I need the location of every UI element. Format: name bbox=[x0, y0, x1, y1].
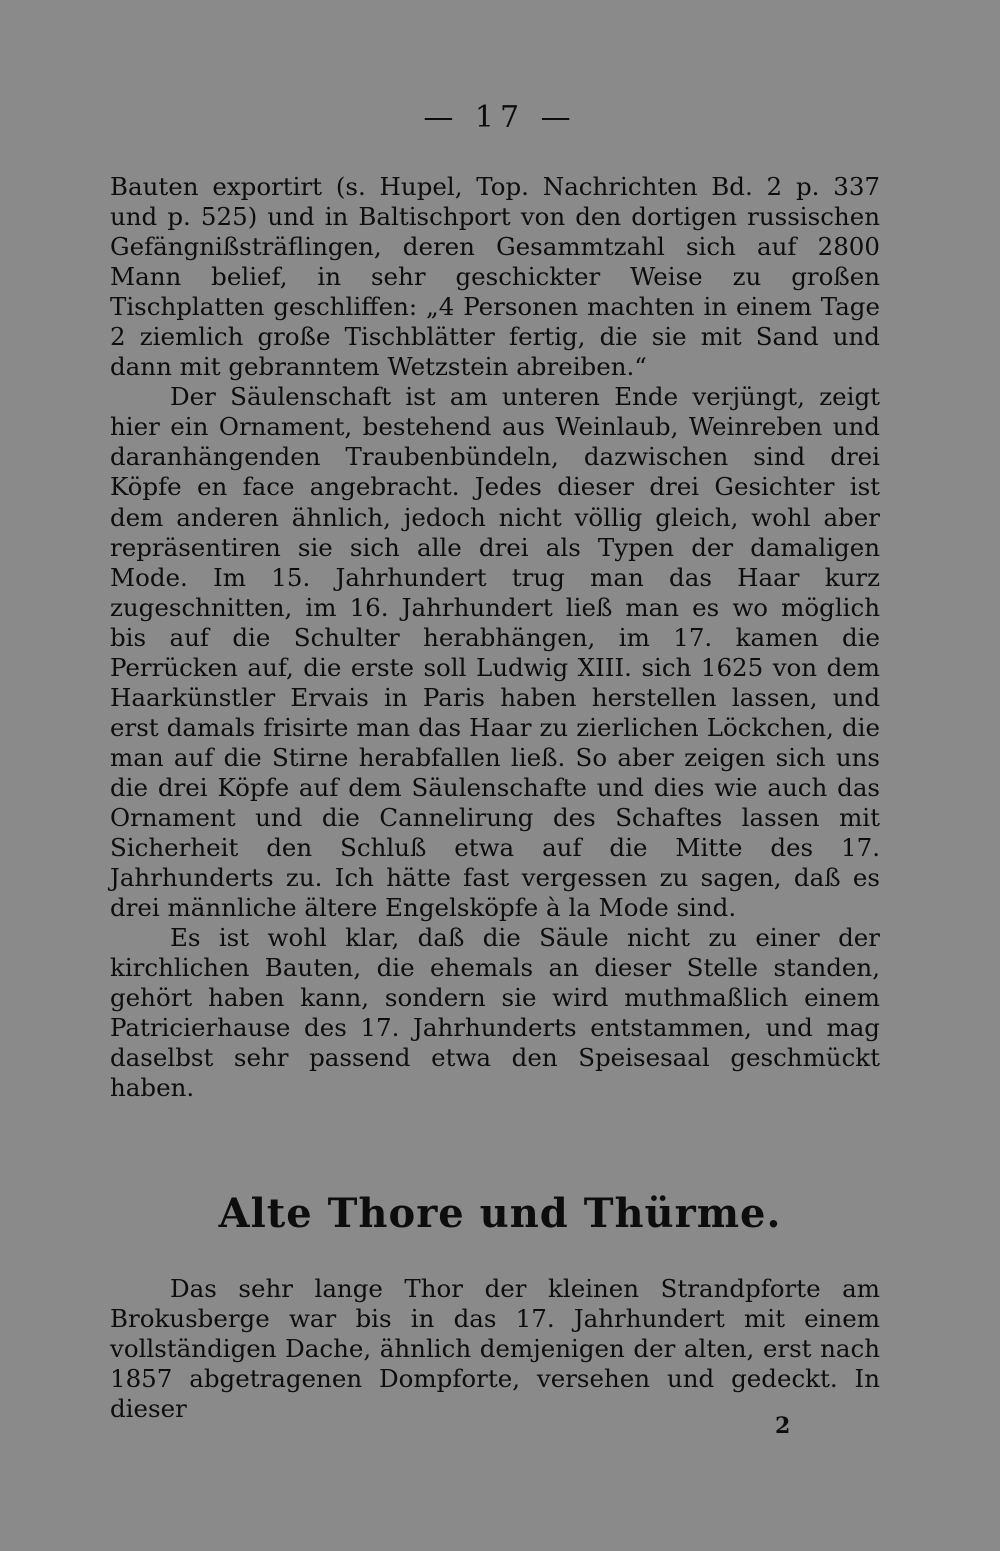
body-text bbox=[110, 172, 880, 1103]
paragraph-column-shaft: Der Säulenschaft ist am unteren Ende verjüngt, zeigt hier ein Ornament, bestehend aus Weinlaub, Weinreben und daranhängenden Traubenbündeln, dazwischen sind drei Köpfe en face angebracht. Jedes dieser drei Gesichter ist dem anderen ähnlich, jedoch nicht völlig gleich, wohl aber repräsentiren sie sich alle drei als Typen der damaligen Mode. Im 15. Jahrhundert trug man das Haar kurz zugeschnitten, im 16. Jahrhundert ließ man es wo möglich bis auf die Schulter herabhängen, im 17. kamen die Perrücken auf, die erste soll Ludwig XIII. sich 1625 von dem Haarkünstler Ervais in Paris haben herstellen lassen, und erst damals frisirte man das Haar zu zierlichen Löckchen, die man auf die Stirne herabfallen ließ. So aber zeigen sich uns die drei Köpfe auf dem Säulenschafte und dies wie auch das Ornament und die Cannelirung des Schaftes lassen mit Sicherheit den Schluß etwa auf die Mitte des 17. Jahrhunderts zu. Ich hätte fast vergessen zu sagen, daß es drei männliche ältere Engelsköpfe à la Mode sind. bbox=[110, 382, 880, 923]
section-title: Alte Thore und Thürme. bbox=[218, 1190, 782, 1237]
signature-mark: 2 bbox=[775, 1413, 791, 1439]
paragraph-gates: Das sehr lange Thor der kleinen Strandpforte am Brokusberge war bis in das 17. Jahrhundert mit einem vollständigen Dache, ähnlich demjenigen der alten, erst nach 1857 abgetragenen Dompforte, versehen und gedeckt. In dieser bbox=[110, 1274, 880, 1424]
paragraph-continuation: Bauten exportirt (s. Hupel, Top. Nachrichten Bd. 2 p. 337 und p. 525) und in Baltischport von den dortigen russischen Gefängnißsträflingen, deren Gesammtzahl sich auf 2800 Mann belief, in sehr geschickter Weise zu großen Tischplatten geschliffen: „4 Personen machten in einem Tage 2 ziemlich große Tischblätter fertig, die sie mit Sand und dann mit gebranntem Wetzstein abreiben.“ bbox=[110, 172, 880, 382]
paragraph-conclusion: Es ist wohl klar, daß die Säule nicht zu einer der kirchlichen Bauten, die ehemals an dieser Stelle standen, gehört haben kann, sondern sie wird muthmaßlich einem Patricierhause des 17. Jahrhunderts entstammen, und mag daselbst sehr passend etwa den Speisesaal geschmückt haben. bbox=[110, 923, 880, 1103]
section-text bbox=[110, 1274, 880, 1424]
page-number: — 17 — bbox=[423, 100, 577, 135]
